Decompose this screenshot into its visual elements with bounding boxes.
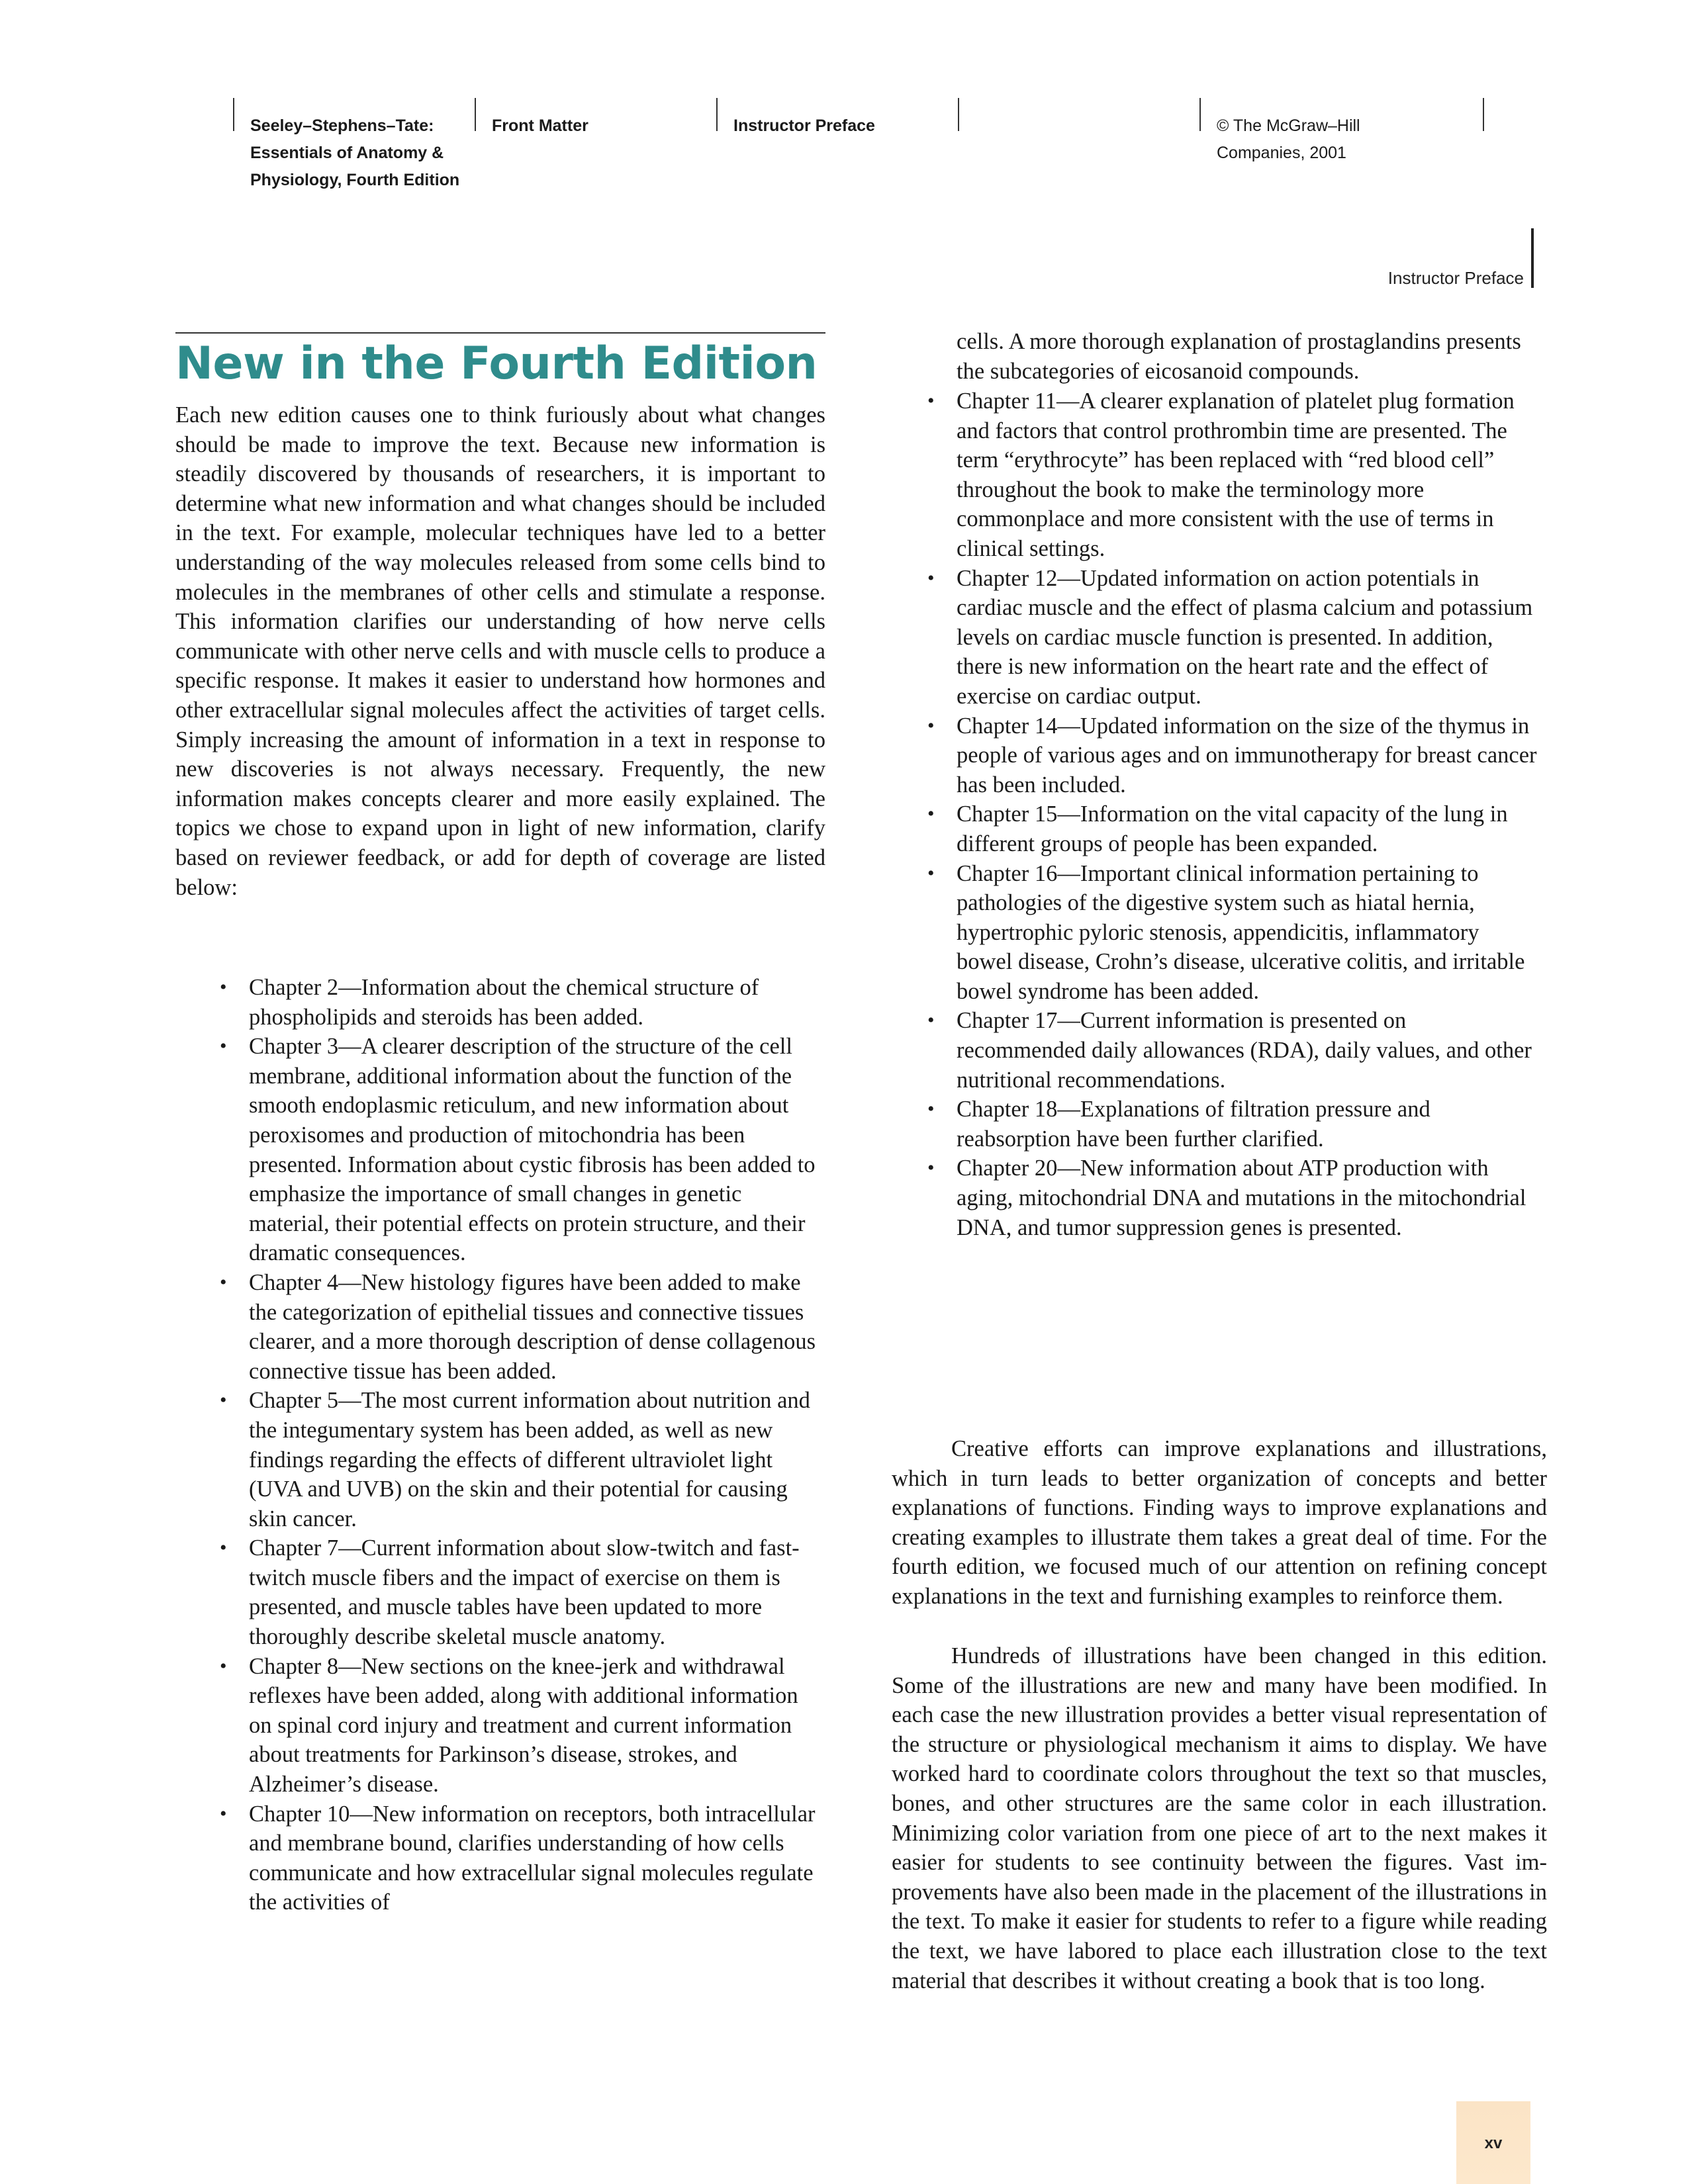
bullet-icon: •	[220, 1271, 227, 1293]
header-copyright-cell	[1199, 98, 1484, 162]
chapter-list-right	[927, 387, 1539, 1242]
list-item: • Chapter 12—Updated information on action potentials in cardiac muscle and the effect of plasma calcium and potassium levels on cardiac muscle function is presented. In addition, there is new information on the heart rate and the effect of exercise on cardiac output.	[957, 564, 1539, 711]
list-item: • Chapter 4—New histology figures have been added to make the categorization of epithelial tissues and connective tissues clearer, and a more thorough description of dense collagenous connective tissue has been added.	[249, 1268, 826, 1386]
list-item: • Chapter 16—Important clinical information pertaining to pathologies of the digestive system such as hiatal hernia, hypertrophic pyloric stenosis, appendicitis, inflammatory bowel disease, Crohn’s disease, ulcerative colitis, and irritable bowel syndrome has been added.	[957, 859, 1539, 1007]
header-book: Seeley–Stephens–Tate: Essentials of Anatomy & Physiology, Fourth Edition	[250, 116, 460, 189]
list-item: • Chapter 17—Current information is presented on recommended daily allowances (RDA), daily values, and other nutritional recommendations.	[957, 1006, 1539, 1095]
bullet-icon: •	[927, 390, 935, 412]
header-right-border	[1483, 98, 1484, 131]
bullet-icon: •	[220, 1655, 227, 1677]
header-copyright: © The McGraw–Hill Companies, 2001	[1217, 116, 1360, 162]
header-chapter-cell	[716, 98, 959, 135]
closing-paragraph-2: Hundreds of illustrations have been changed in this edition. Some of the illustrations are new and many have been modified. In each case the new illustration provides a better visual representation of the structure or physiological mechanism it aims to display. We have worked hard to coordinate colors throughout the text so that muscles, bones, and other structures are the same color in each illustration. Minimizing color variation from one piece of art to the next makes it easier for students to see continuity between the figures. Vast improvements have also been made in the placement of the illustrations in the text. To make it easier for students to refer to a figure while reading the text, we have labored to place each illustration close to the text material that describes it without creating a book that is too long.	[892, 1643, 1547, 1993]
chapter-list-left	[220, 973, 826, 1917]
bullet-icon: •	[220, 1035, 227, 1058]
list-item: • Chapter 11—A clearer explanation of platelet plug formation and factors that control prothrombin time are presented. The term “erythrocyte” has been replaced with “red blood cell” throughout the book to make the terminology more commonplace and more consistent with the use of terms in clinical settings.	[957, 387, 1539, 564]
running-head: Instructor Preface	[1387, 268, 1524, 288]
list-item: • Chapter 18—Explanations of filtration pressure and reabsorption have been further clarified.	[957, 1095, 1539, 1154]
running-head-rule	[1531, 228, 1534, 288]
list-item: • Chapter 5—The most current information about nutrition and the integumentary system has been added, as well as new findings regarding the effects of different ultraviolet light (UVA and UVB) on the skin and their potential for causing skin cancer.	[249, 1386, 826, 1533]
list-item: • Chapter 20—New information about ATP production with aging, mitochondrial DNA and mutations in the mitochondrial DNA, and tumor suppression genes is presented.	[957, 1154, 1539, 1242]
bullet-icon: •	[220, 1389, 227, 1412]
bullet-icon: •	[927, 714, 935, 737]
header-chapter: Instructor Preface	[733, 116, 875, 135]
chapter10-continued: cells. A more thorough explanation of prostaglandins presents the subcategories of eicosanoid compounds.	[957, 329, 1521, 384]
header-section-cell	[475, 98, 718, 135]
list-item: • Chapter 14—Updated information on the size of the thymus in people of various ages and on immunotherapy for breast cancer has been included.	[957, 711, 1539, 800]
list-item: • Chapter 2—Information about the chemical structure of phospholipids and steroids has been added.	[249, 973, 826, 1032]
list-item: • Chapter 3—A clearer description of the structure of the cell membrane, additional information about the function of the smooth endoplasmic reticulum, and new information about peroxisomes and production of mitochondria has been presented. Information about cystic fibrosis has been added to emphasize the importance of small changes in genetic material, their potential effects on protein structure, and their dramatic consequences.	[249, 1032, 826, 1268]
header-section: Front Matter	[492, 116, 588, 135]
bullet-icon: •	[927, 567, 935, 589]
bullet-icon: •	[927, 862, 935, 884]
list-item: • Chapter 7—Current information about slow-twitch and fast-twitch muscle fibers and the impact of exercise on them is presented, and muscle tables have been updated to more thoroughly describe skeletal muscle anatomy.	[249, 1533, 826, 1651]
bullet-icon: •	[927, 1009, 935, 1032]
header-book-cell	[233, 98, 476, 189]
page-number: xv	[1484, 2134, 1503, 2152]
closing-paragraph-1: Creative efforts can improve explanations and illustrations, which in turn leads to better organization of concepts and better explanations of functions. Finding ways to improve explanations and creating examples to illustrate them takes a great deal of time. For the fourth edition, we focused much of our attention on refining concept explanations in the text and furnishing examples to reinforce them.	[892, 1436, 1547, 1609]
list-item: • Chapter 8—New sections on the knee-jerk and withdrawal reflexes have been added, along with additional information on spinal cord injury and treatment and current information about treatments for Parkinson’s disease, strokes, and Alzheimer’s disease.	[249, 1652, 826, 1799]
list-item: • Chapter 15—Information on the vital capacity of the lung in different groups of people has been expanded.	[957, 799, 1539, 858]
bullet-icon: •	[220, 976, 227, 998]
page-title: New in the Fourth Edition	[175, 338, 818, 390]
header-empty-cell	[958, 98, 1201, 131]
bullet-icon: •	[927, 1157, 935, 1179]
bullet-icon: •	[220, 1537, 227, 1559]
title-rule	[175, 332, 825, 334]
list-item: • Chapter 10—New information on receptors, both intracellular and membrane bound, clarifies understanding of how cells communicate and how extracellular signal molecules regulate the activities of	[249, 1799, 826, 1917]
intro-paragraph: Each new edition causes one to think furiously about what changes should be made to improve the text. Because new information is steadily discovered by thousands of researchers, it is important to determine what new information and what changes should be included in the text. For example, molecular techniques have led to a better understanding of the way molecules released from some cells bind to molecules in the membranes of other cells and stimulate a response. This information clarifies our understanding of how nerve cells communicate with other nerve cells and with muscle cells to produce a specific response. It makes it easier to understand how hormones and other extracellular signal molecules affect the activities of target cells. Simply increasing the amount of information in a text in response to new discoveries is not always necessary. Frequently, the new information makes concepts clearer and more easily explained. The topics we chose to expand upon in light of new information, clarify based on reviewer feedback, or add for depth of coverage are listed below:	[175, 402, 825, 900]
bullet-icon: •	[927, 803, 935, 825]
bullet-icon: •	[220, 1802, 227, 1825]
bullet-icon: •	[927, 1098, 935, 1120]
